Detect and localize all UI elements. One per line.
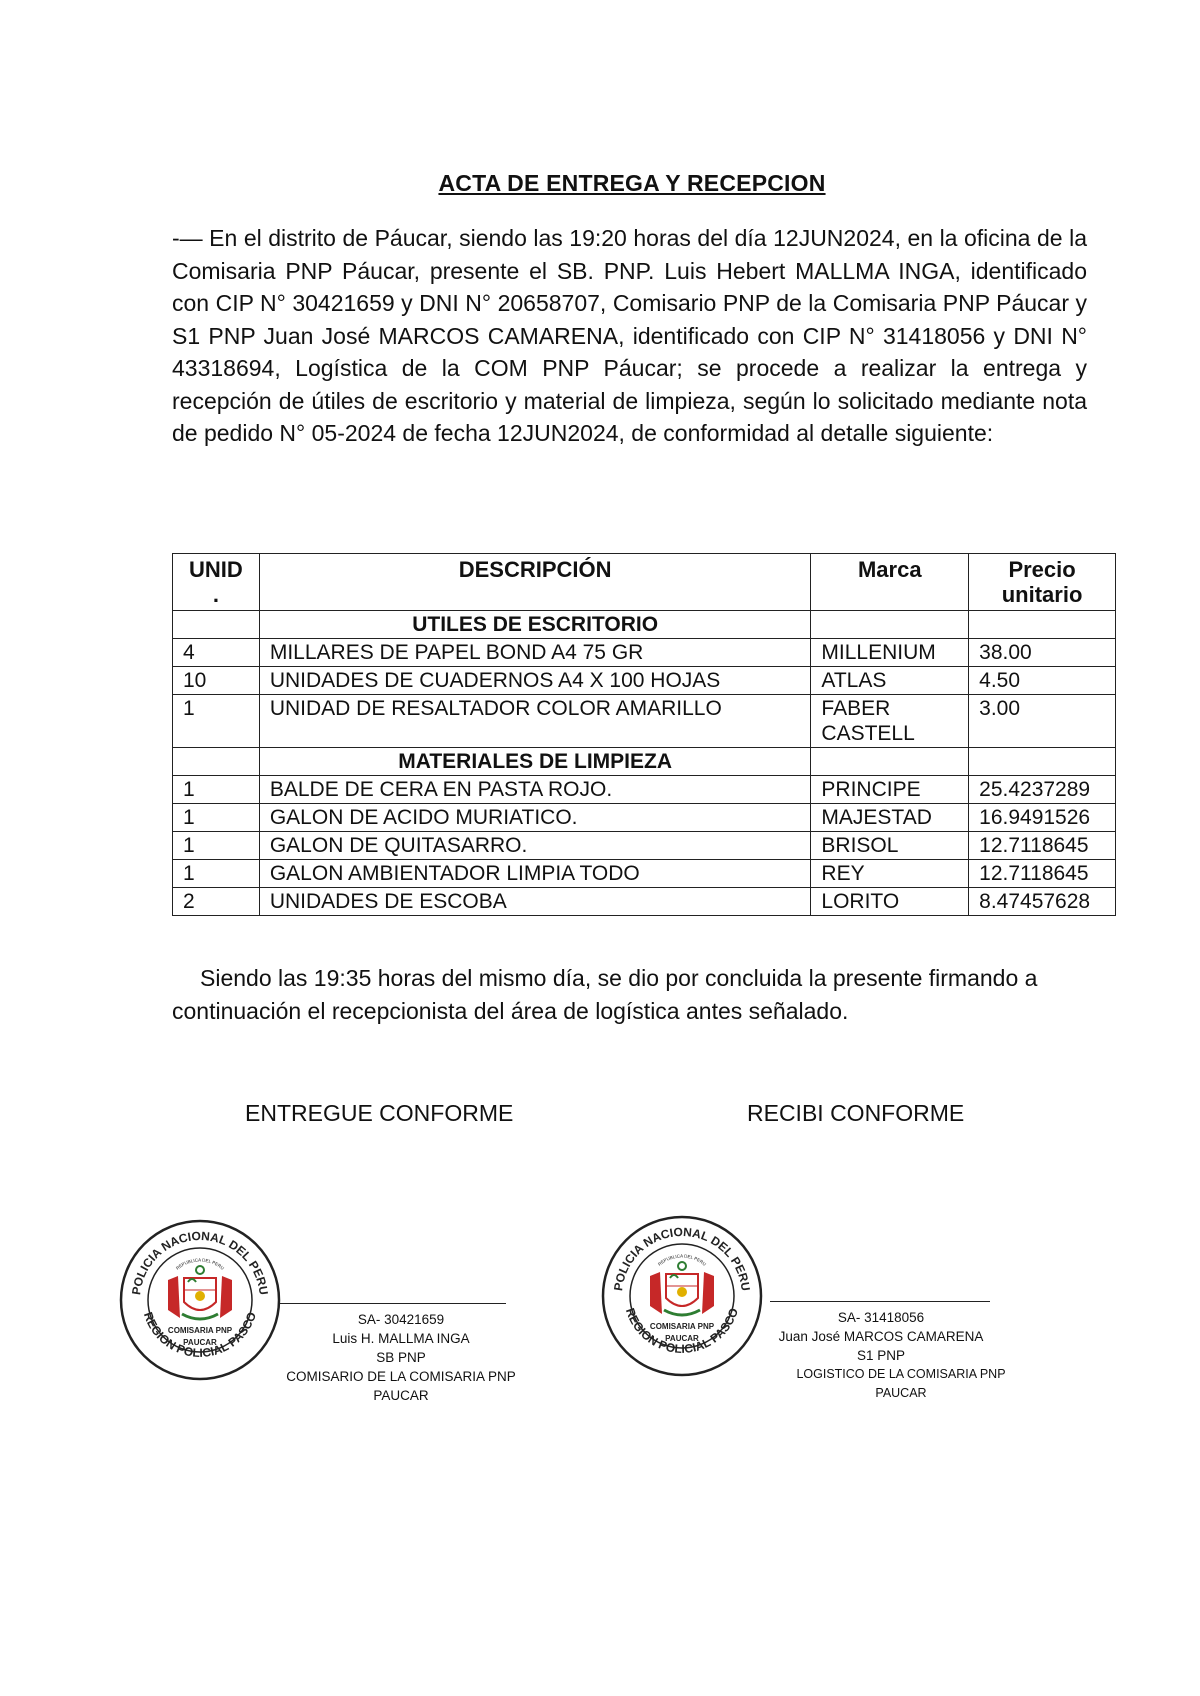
- coat-of-arms-icon: [168, 1266, 232, 1319]
- intro-paragraph: -— En el distrito de Páucar, siendo las 19:20 horas del día 12JUN2024, en la oficina de la Comisaria PNP Páucar, presente el SB. PNP. Luis Hebert MALLMA INGA, identificado con CIP N° 30421659 y DNI N° 20658707, Comisario PNP de la Comisaria PNP Páucar y S1 PNP Juan José MARCOS CAMARENA, identificado con CIP N° 31418056 y DNI N° 43318694, Logística de la COM PNP Páucar; se procede a realizar la entrega y recepción de útiles de escritorio y material de limpieza, según lo solicitado mediante nota de pedido N° 05-2024 de fecha 12JUN2024, de conformidad al detalle siguiente:: [172, 225, 1087, 446]
- coat-of-arms-icon: [650, 1262, 714, 1315]
- cell-precio: 3.00: [969, 695, 1116, 748]
- cell-precio: 4.50: [969, 667, 1116, 695]
- table-row: [173, 832, 1116, 860]
- seal-center-text-2: PAUCAR: [665, 1334, 699, 1343]
- cell-marca: REY: [811, 860, 969, 888]
- cell-precio: 12.7118645: [969, 832, 1116, 860]
- cell-unid: 4: [173, 639, 260, 667]
- document-title: ACTA DE ENTREGA Y RECEPCION: [438, 170, 826, 196]
- cell-unid: 1: [173, 695, 260, 748]
- cell-desc: GALON DE ACIDO MURIATICO.: [259, 804, 811, 832]
- signature-block-1: [278, 1303, 524, 1405]
- svg-text:REPUBLICA DEL PERU: [175, 1257, 225, 1270]
- cell-unid: 1: [173, 860, 260, 888]
- seal-outer-top-text: POLICIA NACIONAL DEL PERU: [129, 1228, 271, 1296]
- sig2-line4: LOGISTICO DE LA COMISARIA PNP PAUCAR: [796, 1367, 1006, 1400]
- table-row: [173, 639, 1116, 667]
- cell-precio: 38.00: [969, 639, 1116, 667]
- empty-cell: [811, 611, 969, 639]
- cell-desc: GALON AMBIENTADOR LIMPIA TODO: [259, 860, 811, 888]
- cell-desc: UNIDADES DE ESCOBA: [259, 888, 811, 916]
- section-title-limpieza: MATERIALES DE LIMPIEZA: [259, 748, 811, 776]
- sig1-line1: SA- 30421659: [357, 1312, 445, 1327]
- seal-inner-text: REPUBLICA DEL PERU: [174, 1257, 226, 1271]
- cell-precio: 25.4237289: [969, 776, 1116, 804]
- seal-outer-top-text: POLICIA NACIONAL DEL PERU: [611, 1224, 753, 1292]
- cell-marca: MILLENIUM: [811, 639, 969, 667]
- section-row: [173, 748, 1116, 776]
- signature-line: [770, 1301, 990, 1302]
- cell-unid: 2: [173, 888, 260, 916]
- section-row: [173, 611, 1116, 639]
- cell-unid: 1: [173, 776, 260, 804]
- empty-cell: [173, 748, 260, 776]
- closing-text: Siendo las 19:35 horas del mismo día, se dio por concluida la presente firmando a continuación el recepcionista del área de logística antes señalado.: [172, 965, 1038, 1024]
- header-descripcion: DESCRIPCIÓN: [259, 554, 811, 611]
- section-title-utiles: UTILES DE ESCRITORIO: [259, 611, 811, 639]
- header-unid: UNID .: [173, 554, 260, 611]
- cell-desc: BALDE DE CERA EN PASTA ROJO.: [259, 776, 811, 804]
- cell-marca: BRISOL: [811, 832, 969, 860]
- sig2-line3: S1 PNP: [856, 1348, 906, 1363]
- sig1-line2: Luis H. MALLMA INGA: [332, 1331, 470, 1346]
- seal-center-text-2: PAUCAR: [183, 1338, 217, 1347]
- header-marca: Marca: [811, 554, 969, 611]
- header-precio: Precio unitario: [969, 554, 1116, 611]
- seal-outer-bottom-text: REGION POLICIAL PASCO: [140, 1310, 260, 1361]
- sig1-line4: COMISARIO DE LA COMISARIA PNP PAUCAR: [286, 1369, 516, 1403]
- seal-inner-text: REPUBLICA DEL PERU: [656, 1253, 708, 1267]
- cell-unid: 1: [173, 804, 260, 832]
- cell-marca: PRINCIPE: [811, 776, 969, 804]
- table-row: [173, 695, 1116, 748]
- svg-text:REPUBLICA DEL PERU: [657, 1253, 707, 1266]
- recibi-conforme-label: RECIBI CONFORME: [747, 1100, 965, 1126]
- signature-line: [278, 1303, 506, 1304]
- table-row: [173, 804, 1116, 832]
- cell-unid: 10: [173, 667, 260, 695]
- cell-precio: 8.47457628: [969, 888, 1116, 916]
- table-row: [173, 860, 1116, 888]
- cell-precio: 16.9491526: [969, 804, 1116, 832]
- entregue-conforme-label: ENTREGUE CONFORME: [245, 1100, 514, 1126]
- cell-desc: GALON DE QUITASARRO.: [259, 832, 811, 860]
- empty-cell: [969, 611, 1116, 639]
- cell-marca: ATLAS: [811, 667, 969, 695]
- table-row: [173, 776, 1116, 804]
- empty-cell: [969, 748, 1116, 776]
- empty-cell: [811, 748, 969, 776]
- items-table: [172, 553, 1116, 916]
- closing-paragraph: [172, 962, 1092, 1028]
- table-row: [173, 667, 1116, 695]
- sig1-line3: SB PNP: [376, 1350, 426, 1365]
- table-header-row: [173, 554, 1116, 611]
- cell-marca: FABER CASTELL: [811, 695, 969, 748]
- signature-block-2: [770, 1301, 1032, 1403]
- table-row: [173, 888, 1116, 916]
- sig2-line1: SA- 31418056: [837, 1310, 925, 1325]
- cell-desc: UNIDAD DE RESALTADOR COLOR AMARILLO: [259, 695, 811, 748]
- cell-marca: LORITO: [811, 888, 969, 916]
- cell-unid: 1: [173, 832, 260, 860]
- cell-desc: UNIDADES DE CUADERNOS A4 X 100 HOJAS: [259, 667, 811, 695]
- seal-center-text-1: COMISARIA PNP: [649, 1322, 715, 1331]
- cell-precio: 12.7118645: [969, 860, 1116, 888]
- sig2-line2: Juan José MARCOS CAMARENA: [778, 1329, 984, 1344]
- cell-marca: MAJESTAD: [811, 804, 969, 832]
- cell-desc: MILLARES DE PAPEL BOND A4 75 GR: [259, 639, 811, 667]
- seal-center-text-1: COMISARIA PNP: [167, 1326, 233, 1335]
- seal-outer-bottom-text: REGION POLICIAL PASCO: [622, 1306, 742, 1357]
- empty-cell: [173, 611, 260, 639]
- police-seal-stamp: [118, 1218, 282, 1382]
